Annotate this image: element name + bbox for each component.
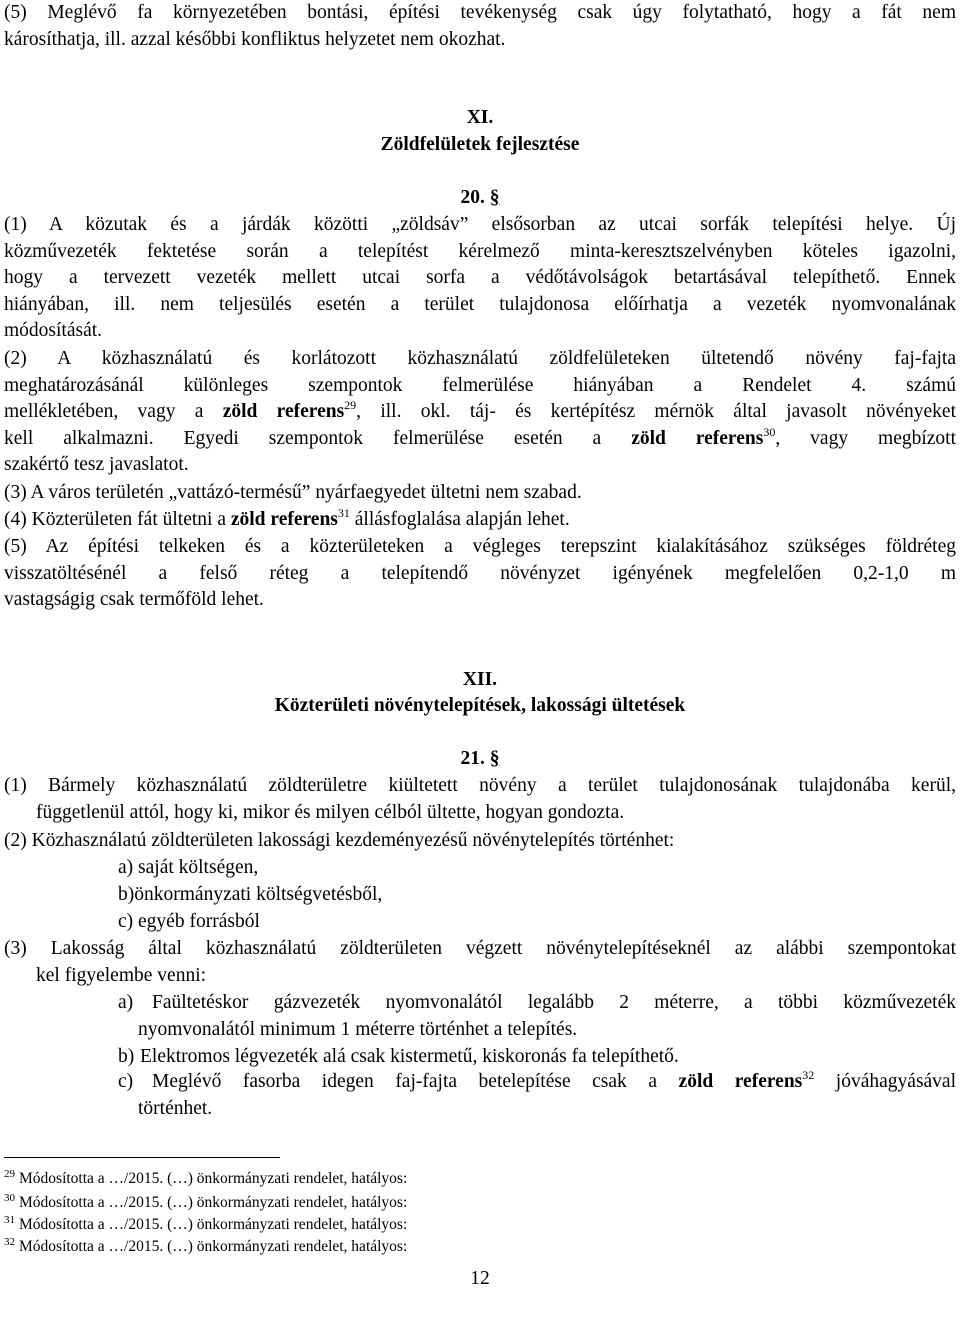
zold-referens-term: zöld referens (230, 509, 338, 530)
text-line: (1) A közutak és a járdák közötti „zöldsáv” elsősorban az utcai sorfák telepítési helye. Új (4, 214, 956, 235)
footnote-text: Módosította a …/2015. (…) önkormányzati rendelet, hatályos: (19, 1194, 408, 1211)
text-line: vastagságig csak termőföld lehet. (4, 589, 264, 611)
chapter-title: Közterületi növénytelepítések, lakossági ültetések (274, 695, 686, 716)
zold-referens-term: zöld referens (631, 427, 764, 449)
text-line: hiányában, ill. nem teljesülés esetén a terület tulajdonosa előírhatja a vezeték nyomvonalának (4, 293, 956, 315)
footnote-number: 29 (4, 1168, 15, 1180)
footnote-number: 30 (4, 1192, 15, 1204)
list-item (118, 882, 382, 909)
footnote-text: Módosította a …/2015. (…) önkormányzati rendelet, hatályos: (19, 1216, 408, 1233)
footnote-text: Módosította a …/2015. (…) önkormányzati rendelet, hatályos: (19, 1238, 408, 1255)
text-line (4, 426, 956, 453)
text-line: meghatározásánál különleges szempontok felmerülése hiányában a Rendelet 4. számú (4, 374, 956, 396)
zold-referens-term: zöld referens (222, 401, 345, 423)
text-line: (1) Bármely közhasználatú zöldterületre kiültetett növény a terület tulajdonosának tulajdonába kerül, (4, 775, 956, 796)
text-line: (2) Közhasználatú zöldterületen lakossági kezdeményezésű növénytelepítés történhet: (4, 830, 675, 851)
section-symbol: § (489, 748, 500, 769)
text-span: , ill. okl. táj- és kertépítész mérnök által javasolt növényeket (356, 401, 956, 423)
footnote-ref: 32 (802, 1068, 815, 1082)
footnote-text: Módosította a …/2015. (…) önkormányzati rendelet, hatályos: (19, 1170, 408, 1187)
text-span: kell alkalmazni. Egyedi szempontok felmerülése esetén a (4, 427, 632, 449)
list-item-text: saját költségen, (138, 857, 259, 878)
section21-paragraph-3 (4, 936, 956, 989)
list-item-text: Elektromos légvezeték alá csak kistermetű, kiskoronás fa telepíthető. (140, 1046, 679, 1067)
text-span: jóváhagyásával (814, 1071, 957, 1092)
section-number: 21. (460, 748, 485, 769)
text-line: (2) A közhasználatú és korlátozott közhasználatú zöldfelületeken ültetendő növény faj-fajta (4, 348, 956, 369)
footnote (4, 1213, 407, 1237)
text-line: hogy a tervezett vezeték mellett utcai sorfa a védőtávolságok betartásával telepíthető. Ennek (4, 267, 956, 289)
text-line: visszatöltésénél a felső réteg a telepítendő növényzet igényének megfelelően 0,2-1,0 m (4, 562, 956, 584)
text-line: (5) Meglévő fa környezetében bontási, építési tevékenység csak úgy folytatható, hogy a fát nem (4, 2, 956, 23)
text-span: (4) Közterületen fát ültetni a (4, 509, 231, 530)
section20-paragraph-3 (4, 480, 956, 507)
text-line: függetlenül attól, hogy ki, mikor és milyen célból ültette, hogyan gondozta. (36, 801, 625, 823)
footnote-separator (4, 1157, 280, 1158)
section20-paragraph-4 (4, 507, 956, 534)
footnote (4, 1191, 407, 1215)
text-span: állásfoglalása alapján lehet. (349, 509, 570, 530)
list-item-label: c) (118, 911, 134, 932)
list-item-text: Faültetéskor gázvezeték nyomvonalától legalább 2 méterre, a többi közművezeték (152, 992, 956, 1013)
zold-referens-term: zöld referens (678, 1071, 803, 1092)
list-item-text (152, 1069, 956, 1096)
section21-paragraph-1 (4, 773, 956, 826)
text-line: módosítását. (4, 320, 103, 342)
footnote (4, 1167, 407, 1191)
list-item-text: történhet. (138, 1097, 213, 1119)
section-heading (0, 746, 960, 773)
footnote-ref: 30 (763, 424, 776, 439)
list-item-label: a) (118, 857, 134, 878)
list-item-label: c) (118, 1071, 134, 1092)
list-item-text: nyomvonalától minimum 1 méterre történhet a telepítés. (138, 1018, 578, 1040)
section-number: 20. (460, 187, 485, 208)
text-line: (5) Az építési telkeken és a közterületeken a végleges terepszint kialakításához szükséges földréteg (4, 536, 956, 557)
text-span: mellékletében, vagy a (4, 401, 223, 423)
list-item-text: egyéb forrásból (138, 911, 260, 932)
list-item (118, 1069, 956, 1122)
text-line: szakértő tesz javaslatot. (4, 454, 189, 476)
list-item-label: b) (118, 884, 135, 905)
chapter-number: XII. (462, 669, 498, 690)
list-item (118, 909, 260, 936)
footnote-ref: 29 (344, 398, 357, 413)
chapter-number: XI. (466, 107, 494, 128)
list-item (118, 990, 956, 1043)
text-line: közművezeték fektetése során a telepítést kérelmező minta-keresztszelvényben köteles igazolni, (4, 240, 956, 262)
footnote-number: 32 (4, 1236, 15, 1248)
text-line (4, 507, 956, 534)
section-symbol: § (489, 187, 500, 208)
list-item (118, 855, 258, 882)
section20-paragraph-2 (4, 346, 956, 479)
chapter-title: Zöldfelületek fejlesztése (380, 134, 580, 155)
section-heading (0, 185, 960, 212)
footnote (4, 1235, 407, 1259)
text-line: kel figyelembe venni: (36, 964, 207, 986)
list-item-text: önkormányzati költségvetésből, (134, 884, 383, 905)
list-item-label: b) (118, 1046, 135, 1067)
text-line: (3) A város területén „vattázó-termésű” nyárfaegyedet ültetni nem szabad. (4, 482, 582, 503)
text-line (4, 399, 956, 426)
paragraph-top-5 (4, 0, 956, 53)
footnote-ref: 31 (337, 506, 350, 520)
text-span: , vagy megbízott (775, 427, 957, 449)
text-line: (3) Lakosság által közhasználatú zöldterületen végzett növénytelepítéseknél az alábbi szempontokat (4, 938, 956, 959)
text-line: károsíthatja, ill. azzal későbbi konfliktus helyzetet nem okozhat. (4, 28, 506, 50)
section20-paragraph-5 (4, 534, 956, 614)
section21-paragraph-2 (4, 828, 956, 855)
text-span: Meglévő fasorba idegen faj-fajta betelepítése csak a (152, 1071, 679, 1092)
footnote-number: 31 (4, 1214, 15, 1226)
list-item (118, 1044, 956, 1071)
section20-paragraph-1 (4, 212, 956, 345)
list-item-label: a) (118, 992, 134, 1013)
page-number: 12 (470, 1268, 490, 1289)
